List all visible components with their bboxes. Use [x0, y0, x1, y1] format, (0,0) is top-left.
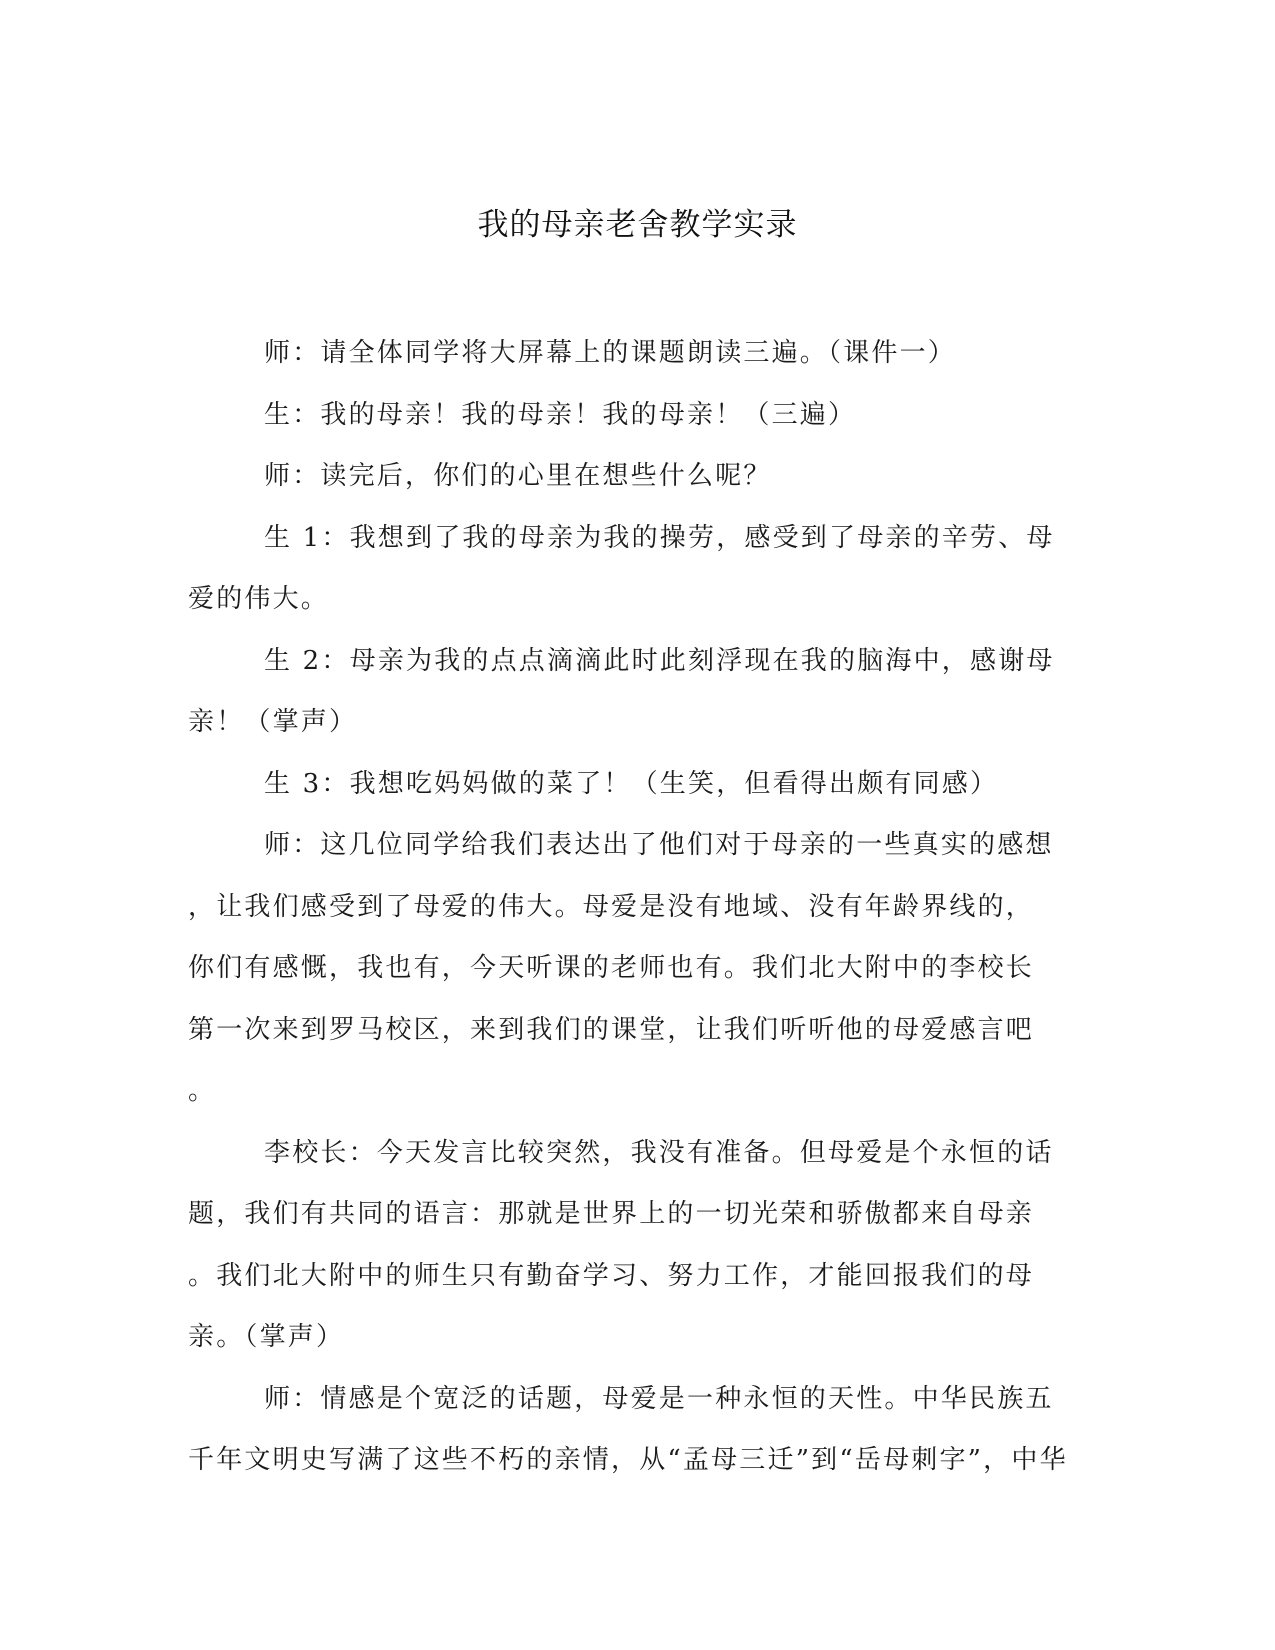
text-line: 师：这几位同学给我们表达出了他们对于母亲的一些真实的感想 — [264, 830, 1054, 860]
text-line: 你们有感慨，我也有，今天听课的老师也有。我们北大附中的李校长 — [188, 953, 1035, 983]
text-line: 师：情感是个宽泛的话题，母爱是一种永恒的天性。中华民族五 — [264, 1383, 1054, 1414]
text-line: 亲。（掌声） — [188, 1322, 345, 1352]
text-line: 生 2：母亲为我的点点滴滴此时此刻浮现在我的脑海中，感谢母 — [264, 645, 1055, 676]
paragraph — [188, 754, 1068, 816]
text-line: 亲！（掌声） — [188, 707, 358, 737]
paragraph — [188, 446, 1068, 508]
document-body — [188, 323, 1068, 1492]
text-line: 师：请全体同学将大屏幕上的课题朗读三遍。（课件一） — [264, 338, 957, 368]
paragraph — [188, 815, 1068, 1123]
text-line: 题，我们有共同的语言：那就是世界上的一切光荣和骄傲都来自母亲 — [188, 1199, 1035, 1229]
text-line: 千年文明史写满了这些不朽的亲情，从“孟母三迁”到“岳母刺字”，中华 — [188, 1445, 1068, 1475]
text-line: 生：我的母亲！我的母亲！我的母亲！（三遍） — [264, 399, 857, 430]
text-line: 爱的伟大。 — [188, 584, 330, 614]
paragraph — [188, 323, 1068, 385]
paragraph — [188, 1123, 1068, 1369]
text-line: 第一次来到罗马校区，来到我们的课堂，让我们听听他的母爱感言吧 — [188, 1014, 1035, 1045]
document-title: 我的母亲老舍教学实录 — [477, 207, 798, 243]
paragraph — [188, 631, 1068, 754]
text-line: 。 — [188, 1076, 217, 1106]
text-line: 李校长：今天发言比较突然，我没有准备。但母爱是个永恒的话 — [264, 1137, 1054, 1168]
paragraph — [188, 385, 1068, 447]
paragraph — [188, 508, 1068, 631]
text-line: 生 1：我想到了我的母亲为我的操劳，感受到了母亲的辛劳、母 — [264, 522, 1055, 553]
text-line: 。我们北大附中的师生只有勤奋学习、努力工作，才能回报我们的母 — [188, 1260, 1035, 1291]
paragraph — [188, 1369, 1068, 1492]
text-line: 师：读完后，你们的心里在想些什么呢？ — [264, 461, 772, 491]
text-line: ，让我们感受到了母爱的伟大。母爱是没有地域、没有年龄界线的， — [188, 891, 1035, 922]
text-line: 生 3：我想吃妈妈做的菜了！（生笑，但看得出颇有同感） — [264, 768, 999, 799]
